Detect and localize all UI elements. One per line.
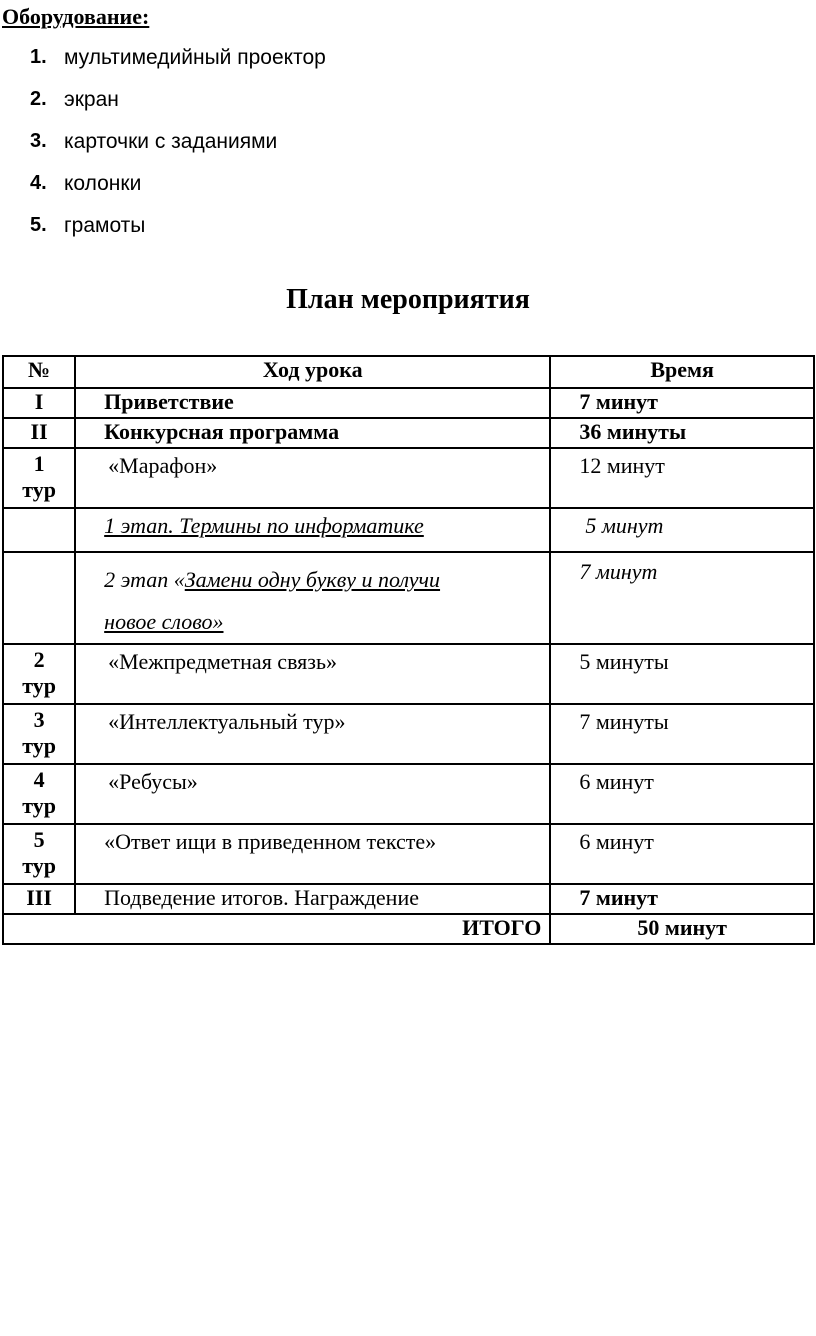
plan-title: План мероприятия (286, 284, 530, 315)
row-num-value: 2 (33, 647, 45, 672)
table-row (3, 448, 814, 508)
row-course (75, 448, 550, 508)
equipment-item-text: карточки с заданиями (64, 130, 278, 153)
row-course-text: «Ребусы» (108, 769, 198, 794)
row-course: Конкурсная программа (75, 418, 550, 448)
equipment-item (0, 170, 600, 200)
row-num (3, 644, 75, 704)
row-num (3, 704, 75, 764)
equipment-item-text: колонки (64, 172, 142, 195)
row-course: Подведение итогов. Награждение (75, 884, 550, 914)
row-num: III (3, 884, 75, 914)
equipment-item-text: мультимедийный проектор (64, 46, 326, 69)
row-time: 7 минут (550, 388, 814, 418)
equipment-item-number: 1. (30, 46, 47, 68)
row-course (75, 764, 550, 824)
row-num-value: 5 (33, 827, 45, 852)
equipment-title: Оборудование: (2, 4, 150, 29)
table-header-row (3, 356, 814, 388)
equipment-item-text: экран (64, 88, 119, 111)
row-course: «Ответ ищи в приведенном тексте» (75, 824, 550, 884)
table-row (3, 704, 814, 764)
total-time: 50 минут (550, 914, 814, 944)
row-num-value: 1 (33, 451, 45, 476)
row-time: 36 минуты (550, 418, 814, 448)
row-course: 1 этап. Термины по информатике (75, 508, 550, 552)
equipment-item-number: 5. (30, 214, 47, 236)
row-course-text: «Марафон» (108, 453, 218, 478)
row-time: 7 минут (550, 884, 814, 914)
row-num (3, 552, 75, 644)
equipment-item (0, 86, 600, 116)
table-row (3, 884, 814, 914)
table-row (3, 388, 814, 418)
row-num-suffix: тур (22, 673, 56, 698)
row-time: 5 минуты (550, 644, 814, 704)
row-time: 7 минут (550, 552, 814, 644)
row-time: 6 минут (550, 764, 814, 824)
table-row (3, 508, 814, 552)
row-time: 5 минут (550, 508, 814, 552)
equipment-item (0, 128, 600, 158)
row-course-prefix: 2 этап « (104, 567, 185, 592)
plan-table (2, 355, 815, 945)
row-course-text: «Межпредметная связь» (108, 649, 338, 674)
row-course-text: «Интеллектуальный тур» (108, 709, 346, 734)
row-num-suffix: тур (22, 853, 56, 878)
equipment-item-number: 2. (30, 88, 47, 110)
row-time: 6 минут (550, 824, 814, 884)
row-course (75, 644, 550, 704)
equipment-item-number: 4. (30, 172, 47, 194)
row-num (3, 508, 75, 552)
row-num-suffix: тур (22, 477, 56, 502)
header-time: Время (550, 356, 814, 388)
table-row (3, 764, 814, 824)
row-num-value: 4 (33, 767, 45, 792)
table-total-row (3, 914, 814, 944)
header-num: № (3, 356, 75, 388)
row-num-suffix: тур (22, 733, 56, 758)
table-row (3, 552, 814, 644)
row-course: Приветствие (75, 388, 550, 418)
row-course-text-continued: новое слово» (104, 609, 224, 634)
equipment-item-text: грамоты (64, 214, 146, 237)
row-num-value: 3 (33, 707, 45, 732)
table-row (3, 824, 814, 884)
row-num (3, 448, 75, 508)
row-course (75, 552, 550, 644)
row-num: I (3, 388, 75, 418)
equipment-item (0, 212, 600, 242)
row-time: 7 минуты (550, 704, 814, 764)
total-label: ИТОГО (3, 914, 550, 944)
row-num: II (3, 418, 75, 448)
row-num-suffix: тур (22, 793, 56, 818)
row-course-text: Замени одну букву и получи (184, 567, 441, 592)
table-row (3, 418, 814, 448)
table-row (3, 644, 814, 704)
row-num (3, 824, 75, 884)
row-course (75, 704, 550, 764)
header-course: Ход урока (75, 356, 550, 388)
row-time: 12 минут (550, 448, 814, 508)
equipment-item-number: 3. (30, 130, 47, 152)
equipment-item (0, 44, 600, 74)
row-num (3, 764, 75, 824)
